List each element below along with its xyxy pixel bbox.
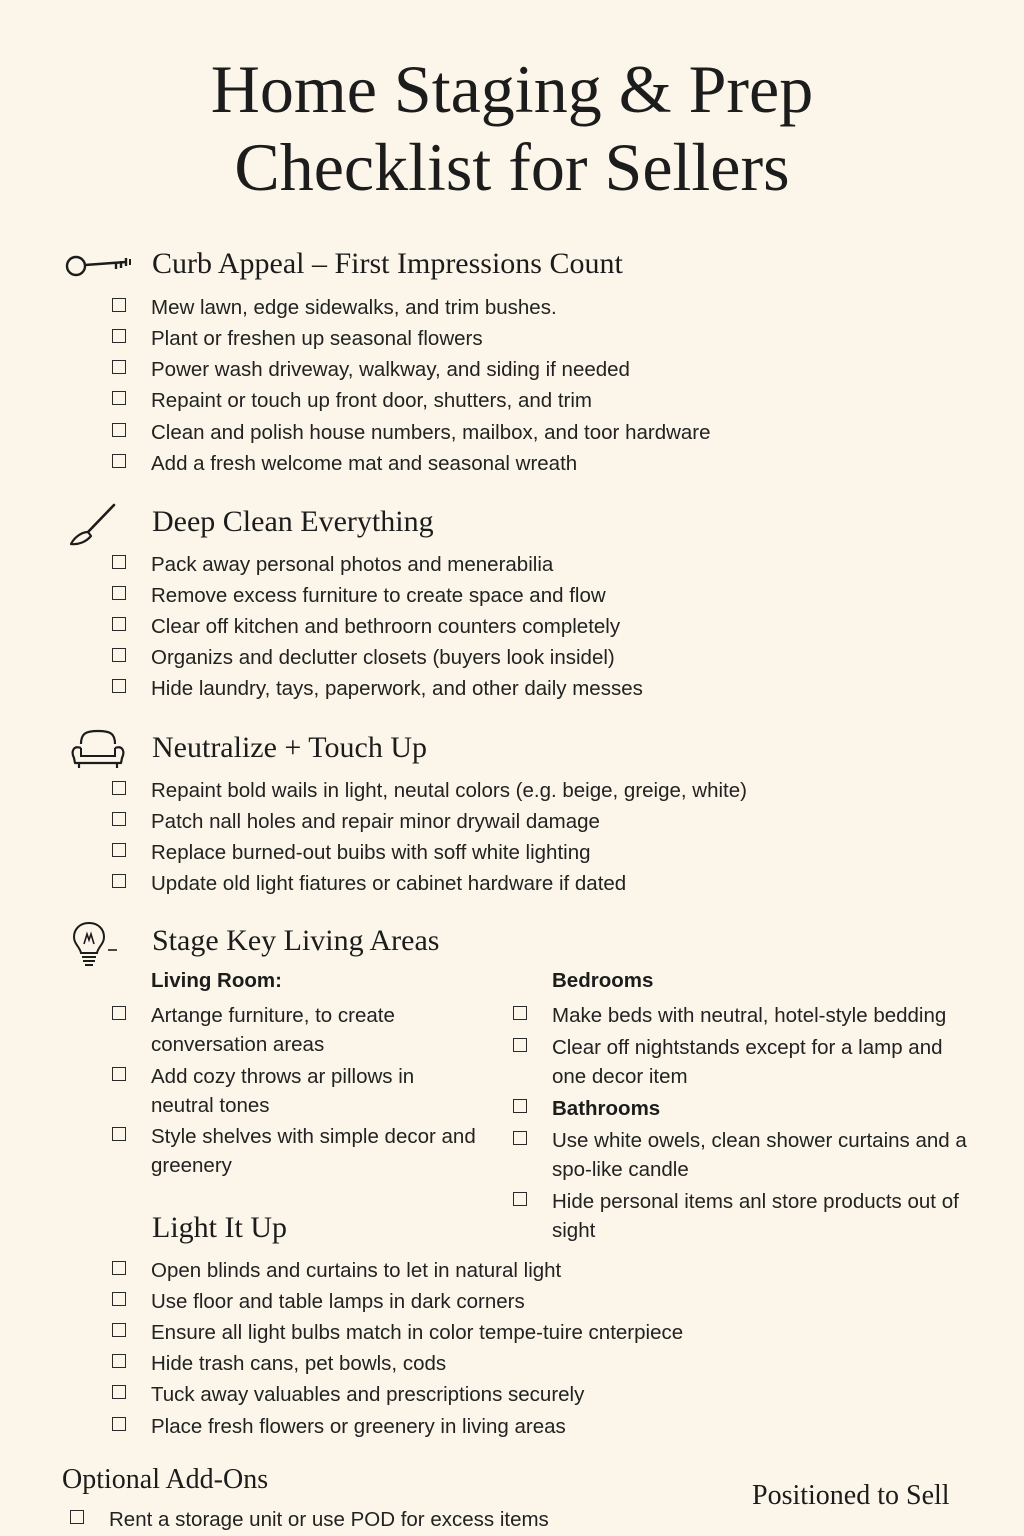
checkbox[interactable] [112,360,126,374]
section-heading: Stage Key Living Areas [152,924,440,957]
checkbox[interactable] [112,617,126,631]
checkbox[interactable] [112,874,126,888]
checkbox[interactable] [513,1038,527,1052]
item-text: Style shelves with simple decor and greenery [151,1125,476,1177]
page-title [0,50,1024,206]
checkbox[interactable] [513,1192,527,1206]
checkbox[interactable] [112,679,126,693]
item-text: Update old light fiatures or cabinet hardware if dated [151,872,627,895]
item-text: Open blinds and curtains to let in natural light [151,1259,562,1282]
bedrooms-label: Bedrooms [552,969,654,992]
section-heading: Deep Clean Everything [152,505,434,538]
item-text: Power wash driveway, walkway, and siding if needed [151,358,630,381]
section-heading: Optional Add-Ons [62,1464,269,1495]
item-text: Ensure all light bulbs match in color tempe-tuire cnterpiece [151,1321,684,1344]
item-text: Patch nall holes and repair minor drywail damage [151,810,600,833]
bathrooms-label: Bathrooms [552,1097,661,1120]
item-text: Hide personal items anl store products out of sight [552,1190,959,1242]
checkbox[interactable] [112,1354,126,1368]
item-text: Hide trash cans, pet bowls, cods [151,1352,447,1375]
checkbox[interactable] [112,781,126,795]
living-room-label: Living Room: [151,969,282,992]
item-text: Make beds with neutral, hotel-style bedding [552,1004,947,1027]
checkbox[interactable] [112,1006,126,1020]
item-text: Place fresh flowers or greenery in living areas [151,1415,566,1438]
item-text: Pack away personal photos and menerabilia [151,553,554,576]
item-text: Rent a storage unit or use POD for excess items [109,1508,549,1531]
section-heading: Light It Up [152,1211,287,1244]
item-text: Use floor and table lamps in dark corners [151,1290,525,1313]
item-text: Organizs and declutter closets (buyers look insidel) [151,646,615,669]
item-text: Repaint or touch up front door, shutters, and trim [151,389,592,412]
section-heading: Neutralize + Touch Up [152,731,428,764]
checkbox[interactable] [112,1385,126,1399]
item-text: Add a fresh welcome mat and seasonal wreath [151,452,578,475]
checkbox[interactable] [112,1323,126,1337]
item-text: Plant or freshen up seasonal flowers [151,327,483,350]
checkbox[interactable] [112,298,126,312]
item-text: Hide laundry, tays, paperwork, and other daily messes [151,677,643,700]
checkbox[interactable] [112,555,126,569]
checkbox[interactable] [112,329,126,343]
checkbox[interactable] [112,423,126,437]
item-text: Tuck away valuables and prescriptions securely [151,1383,585,1406]
checkbox[interactable] [513,1099,527,1113]
checkbox[interactable] [112,812,126,826]
armchair-icon [69,728,127,770]
checkbox[interactable] [112,1067,126,1081]
item-text: Artange furniture, to create conversation areas [151,1004,395,1056]
item-text: Repaint bold wails in light, neutal colors (e.g. beige, greige, white) [151,779,747,802]
item-text: Clean and polish house numbers, mailbox, and toor hardware [151,421,711,444]
checkbox[interactable] [70,1510,84,1524]
lightbulb-icon [70,920,122,968]
item-text: Clear off nightstands except for a lamp and one decor item [552,1036,943,1088]
broom-icon [66,502,120,548]
item-text: Mew lawn, edge sidewalks, and trim bushes. [151,296,557,319]
item-text: Remove excess furniture to create space and flow [151,584,606,607]
checkbox[interactable] [112,391,126,405]
item-text: Clear off kitchen and bethroorn counters completely [151,615,621,638]
checkbox[interactable] [112,454,126,468]
checkbox[interactable] [112,1127,126,1141]
checkbox[interactable] [112,648,126,662]
checkbox[interactable] [513,1131,527,1145]
checkbox[interactable] [112,1261,126,1275]
checkbox[interactable] [513,1006,527,1020]
item-text: Add cozy throws ar pillows in neutral tones [151,1065,415,1117]
title-line-2: Checklist for Sellers [234,129,790,205]
brand-signature: Positioned to Sell [752,1480,950,1511]
checkbox[interactable] [112,1417,126,1431]
item-text: Use white owels, clean shower curtains and a spo-like candle [552,1129,967,1181]
item-text: Replace burned-out buibs with soff white lighting [151,841,591,864]
checkbox[interactable] [112,843,126,857]
section-heading: Curb Appeal – First Impressions Count [152,247,623,280]
checkbox[interactable] [112,586,126,600]
key-icon [64,254,134,278]
checkbox[interactable] [112,1292,126,1306]
title-line-1: Home Staging & Prep [210,51,814,127]
